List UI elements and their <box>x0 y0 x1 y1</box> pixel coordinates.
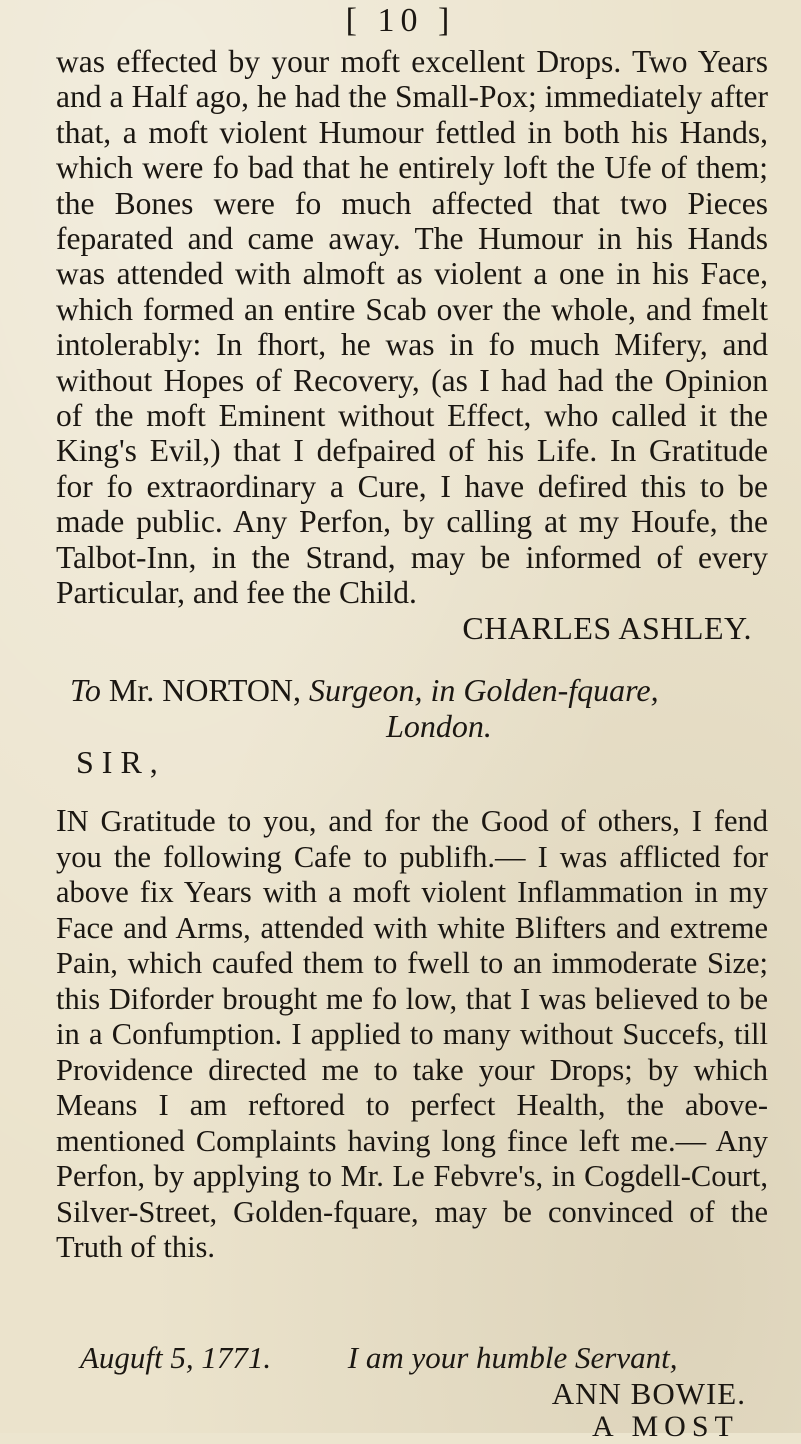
testimonial-ashley <box>56 44 768 646</box>
letter-closing <box>80 1340 768 1412</box>
signature-ann-bowie: ANN BOWIE. <box>551 1376 746 1411</box>
address-recipient: Mr. NORTON, <box>108 672 302 708</box>
letter-body-text: N Gratitude to you, and for the Good of others, I fend you the following Cafe to publifh.— I was afflicted for above fix Years with a moft violent Inflammation in my Face and Arms, attended with white Blifters and extreme Pain, which caufed them to fwell to an immoderate Size; this Diforder brought me fo low, that I was believed to be in a Confumption. I applied to many without Succefs, till Providence directed me to take your Drops; by which Means I am reftored to perfect Health, the above-mentioned Complaints having long fince left me.— Any Perfon, by applying to Mr. Le Febvre's, in Cogdell-Court, Silver-Street, Golden-fquare, may be convinced of the Truth of this. <box>56 804 768 1264</box>
letter-address <box>56 672 768 780</box>
testimonial-ashley-text: was effected by your moft excellent Drops. Two Years and a Half ago, he had the Small-Pox; immediately after that, a moft violent Humour fettled in both his Hands, which were fo bad that he entirely loft the Ufe of them; the Bones were fo much affected that two Pieces feparated and came away. The Humour in his Hands was attended with almoft as violent a one in his Face, which formed an entire Scab over the whole, and fmelt intolerably: In fhort, he was in fo much Mifery, and without Hopes of Recovery, (as I had had the Opinion of the moft Eminent without Effect, who called it the King's Evil,) that I defpaired of his Life. In Gratitude for fo extraordinary a Cure, I have defired this to be made public. Any Perfon, by calling at my Houfe, the Talbot-Inn, in the Strand, may be informed of every Particular, and fee the Child. <box>56 44 768 611</box>
salutation: SIR, <box>76 744 166 780</box>
address-title: Surgeon, <box>309 672 423 708</box>
letter-text <box>56 803 768 1266</box>
signature-charles-ashley: CHARLES ASHLEY. <box>462 609 752 646</box>
letter-body <box>56 803 768 1266</box>
catchword: A MOST <box>592 1410 739 1443</box>
address-to: To <box>70 672 101 708</box>
address-line <box>56 672 768 744</box>
drop-cap: I <box>56 802 67 838</box>
page-number: [ 10 ] <box>345 2 456 39</box>
letter-date: Auguft 5, 1771. <box>80 1340 272 1375</box>
address-place: in Golden-fquare, <box>430 672 659 708</box>
closing-phrase: I am your humble Servant, <box>347 1340 678 1375</box>
address-city: London. <box>386 708 492 744</box>
